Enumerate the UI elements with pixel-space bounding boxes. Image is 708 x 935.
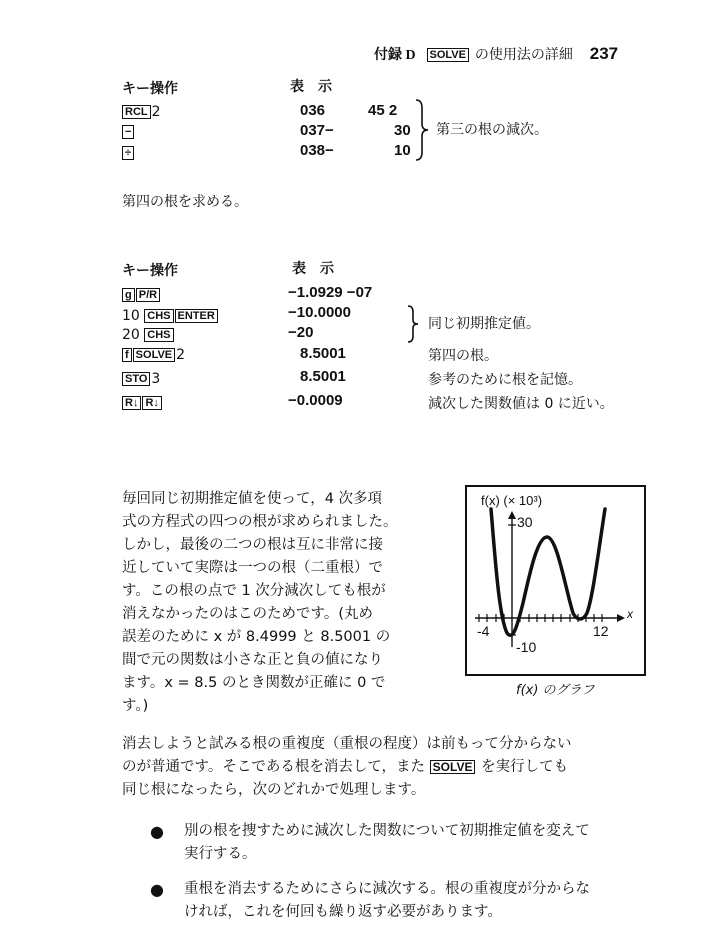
brace-note: 同じ初期推定値。: [428, 316, 540, 332]
key-arg: 2: [151, 104, 161, 120]
table2-note: 参考のために根を記憶。: [428, 372, 582, 388]
text-line: 重根を消去するためにさらに減次する。根の重複度が分からな: [184, 881, 590, 897]
table1-disp-b: 10: [394, 142, 411, 159]
divide-key: ÷: [122, 146, 134, 160]
text-line: 毎回同じ初期推定値を使って，4 次多項: [122, 491, 383, 507]
graph-x-left: -4: [477, 623, 490, 639]
graph-caption: f(x) のグラフ: [516, 683, 595, 698]
find-fourth-root: 第四の根を求める。: [122, 194, 248, 210]
text-line: 消えなかったのはこのためです。(丸め: [122, 606, 373, 622]
text-line: 別の根を捜すために減次した関数について初期推定値を変えて: [184, 823, 590, 839]
roll-down-key: R↓: [122, 396, 141, 410]
table2-disp: 8.5001: [300, 368, 346, 385]
text-line: 実行する。: [184, 846, 257, 862]
table1-row: [122, 144, 135, 162]
key-arg: 3: [151, 371, 161, 387]
bullet-list: [150, 820, 670, 924]
enter-key: ENTER: [175, 309, 218, 323]
table2-row: [122, 394, 163, 412]
solve-key-label: SOLVE: [427, 48, 469, 62]
table1-disp-b: 30: [394, 122, 411, 139]
text-line: ます。x = 8.5 のとき関数が正確に 0 で: [122, 675, 386, 691]
solve-key: SOLVE: [133, 348, 175, 362]
table2-row: [122, 346, 185, 364]
graph-x-right: 12: [593, 623, 609, 639]
f-key: f: [122, 348, 132, 362]
table2-row: [122, 307, 219, 325]
table2-row: [122, 326, 175, 344]
g-key: g: [122, 288, 135, 302]
text-line: [122, 756, 682, 779]
table2-disp: −20: [288, 324, 314, 341]
table1-disp-a: 036: [300, 102, 326, 119]
brace-icon: [406, 304, 422, 344]
key-prefix: 20: [122, 327, 140, 343]
graph-ylabel: f(x) (× 10³): [481, 493, 543, 508]
text-line: ければ，これを何回も繰り返す必要があります。: [184, 904, 502, 920]
pr-key: P/R: [136, 288, 160, 302]
table1-col-display: 表 示: [290, 79, 332, 95]
bullet-icon: ●: [150, 822, 164, 841]
rcl-key: RCL: [122, 105, 151, 119]
text-segment: を実行しても: [481, 759, 569, 775]
graph-x-axis-label: x: [627, 607, 633, 621]
paragraph-double-root: [122, 488, 452, 718]
graph-frame: [465, 485, 646, 676]
sto-key: STO: [122, 372, 150, 386]
text-line: 誤差のために x が 8.4999 と 8.5001 の: [122, 629, 391, 645]
bullet-icon: ●: [150, 880, 164, 899]
text-line: 間で元の関数は小さな正と負の値になり: [122, 652, 383, 668]
table1-disp-b: 45 2: [368, 102, 398, 119]
paragraph-multiplicity: [122, 733, 682, 802]
table2-disp: −0.0009: [288, 392, 343, 409]
text-line: 式の方程式の四つの根が求められました。: [122, 514, 398, 530]
appendix-label: 付録 D: [374, 48, 416, 63]
text-line: しかし，最後の二つの根は互に非常に接: [122, 537, 383, 553]
table2-disp: 8.5001: [300, 345, 346, 362]
key-arg: 2: [176, 347, 186, 363]
text-line: 同じ根になったら，次のどれかで処理します。: [122, 782, 426, 798]
table1-note: 第三の根の減次。: [436, 122, 548, 138]
text-line: 消去しようと試みる根の重複度（重根の程度）は前もって分からない: [122, 736, 572, 752]
table2-note: 減次した関数値は 0 に近い。: [428, 396, 614, 412]
table2-note: 第四の根。: [428, 348, 498, 364]
table2-col-display: 表 示: [292, 261, 334, 277]
brace-icon: [414, 98, 432, 162]
graph-y-bottom: -10: [516, 639, 537, 655]
table2-disp: −10.0000: [288, 304, 351, 321]
chs-key: CHS: [144, 328, 173, 342]
roll-down-key: R↓: [142, 396, 161, 410]
graph-y-top: 30: [517, 514, 533, 530]
table2-disp: −1.0929 −07: [288, 284, 373, 301]
page-number: 237: [589, 44, 619, 63]
text-line: す。この根の点で 1 次分減次しても根が: [122, 583, 386, 599]
table2-row: [122, 286, 161, 304]
function-graph: [467, 487, 644, 674]
key-prefix: 10: [122, 308, 140, 324]
minus-key: −: [122, 125, 134, 139]
chs-key: CHS: [144, 309, 173, 323]
page-header: [374, 44, 618, 64]
y-axis-arrow-icon: [508, 511, 516, 519]
text-segment: のが普通です。そこである根を消去して，また: [122, 759, 426, 775]
text-line: す。): [122, 698, 149, 714]
x-axis-arrow-icon: [617, 614, 625, 622]
function-curve: [491, 509, 605, 635]
table1-disp-a: 037−: [300, 122, 334, 139]
list-item: [150, 878, 670, 924]
header-suffix: の使用法の詳細: [474, 47, 573, 63]
table2-row: [122, 370, 160, 388]
table1-col-key: キー操作: [122, 81, 178, 97]
text-line: 近していて実際は一つの根（二重根）で: [122, 560, 383, 576]
table1-row: [122, 123, 135, 141]
table1-disp-a: 038−: [300, 142, 334, 159]
list-item: [150, 820, 670, 866]
solve-key: SOLVE: [430, 760, 476, 774]
table1-row: [122, 103, 161, 121]
table2-col-key: キー操作: [122, 263, 178, 279]
